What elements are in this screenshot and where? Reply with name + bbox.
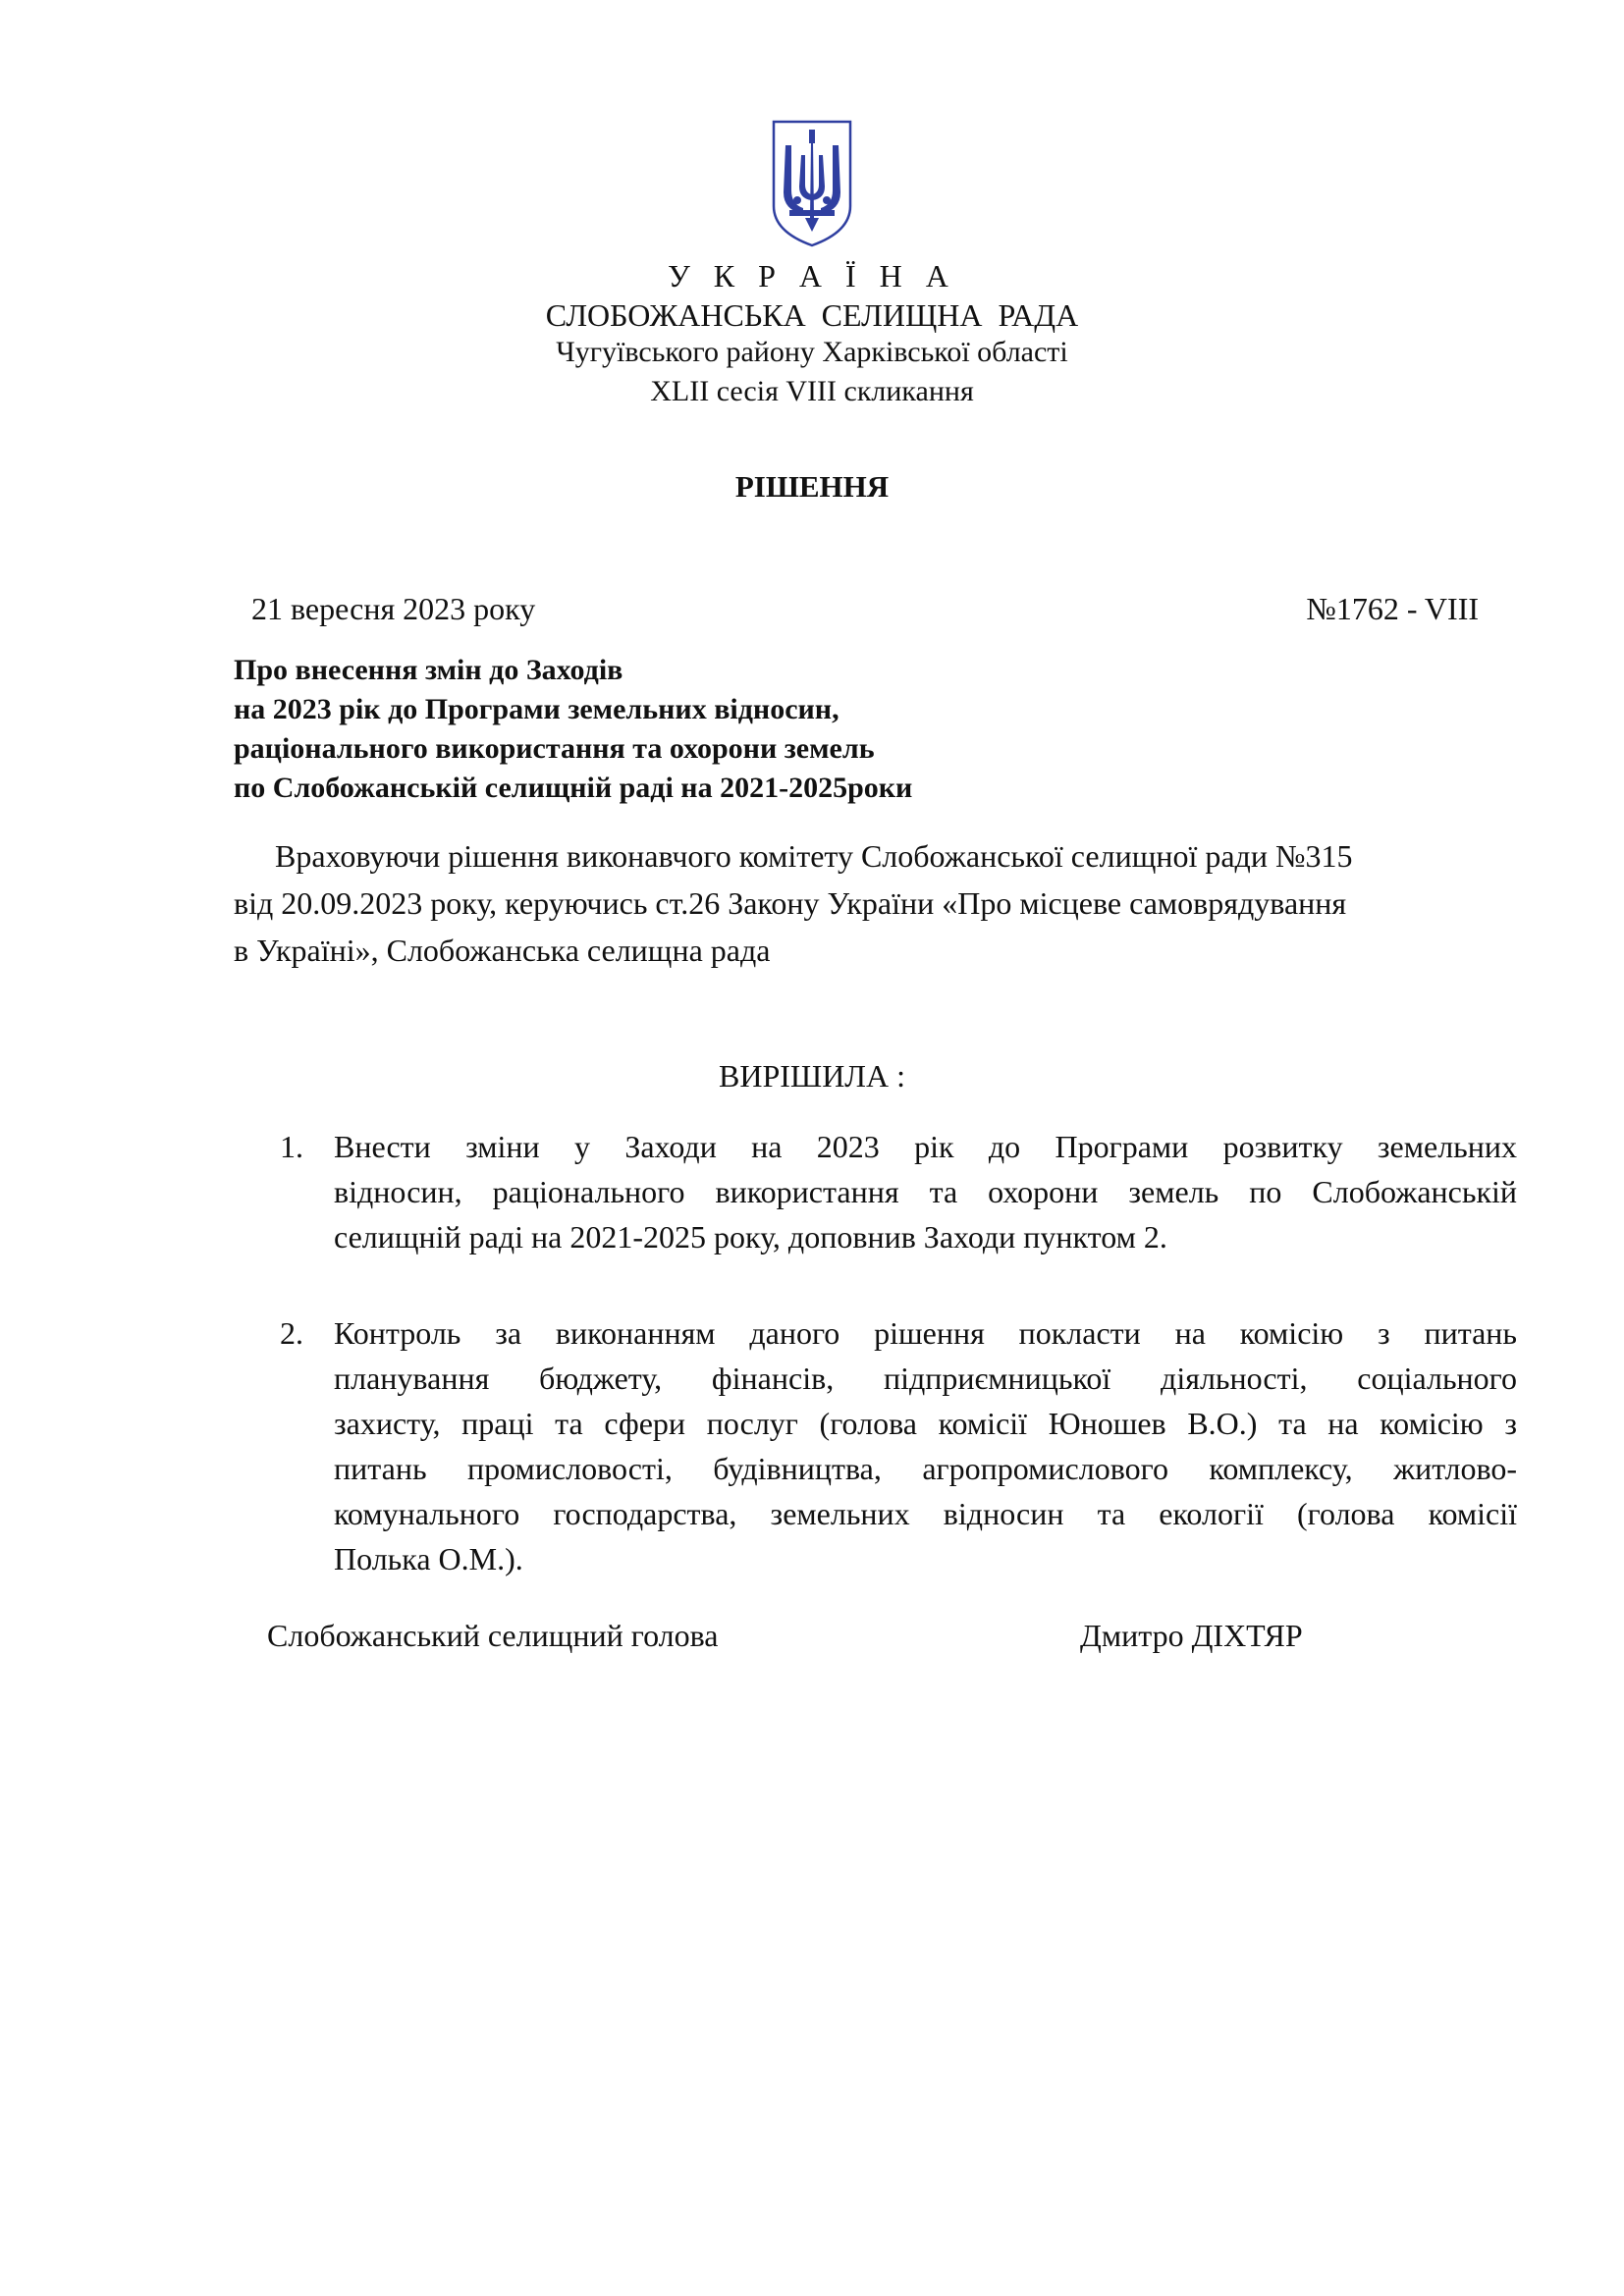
district-name: Чугуївського району Харківської області (556, 336, 1068, 368)
preamble-line: від 20.09.2023 року, керуючись ст.26 Закону України «Про місцеве самоврядування (234, 885, 1347, 921)
resolved-heading: ВИРІШИЛА : (719, 1058, 905, 1094)
coat-of-arms-icon (768, 116, 856, 249)
decision-date: 21 вересня 2023 року (251, 591, 536, 626)
session-name: XLII сесія VIII скликання (650, 375, 974, 407)
signatory-name: Дмитро ДІХТЯР (1080, 1618, 1303, 1653)
decision-item (280, 1124, 1517, 1259)
item-line: комунального господарства, земельних відносин та екології (голова комісії (334, 1496, 1517, 1531)
subject-line: на 2023 рік до Програми земельних відносин, (234, 693, 839, 725)
item-number: 1. (280, 1129, 303, 1164)
signatory-position: Слобожанський селищний голова (267, 1618, 719, 1653)
item-line: відносин, раціонального використання та охорони земель по Слобожанській (334, 1174, 1517, 1209)
item-line: захисту, праці та сфери послуг (голова комісії Юношев В.О.) та на комісію з (334, 1406, 1517, 1441)
preamble-line: в Україні», Слобожанська селищна рада (234, 933, 771, 968)
country-name: У К Р А Ї Н А (668, 258, 956, 294)
subject-line: раціонального використання та охорони земель (234, 732, 875, 765)
decision-subject (234, 651, 912, 808)
item-body (334, 1124, 1517, 1259)
decision-number: №1762 - VIII (1306, 591, 1479, 626)
subject-line: Про внесення змін до Заходів (234, 654, 623, 686)
document-type: РІШЕННЯ (734, 469, 890, 504)
item-line: Внести зміни у Заходи на 2023 рік до Програми розвитку земельних (334, 1129, 1517, 1164)
item-line: питань промисловості, будівництва, агропромислового комплексу, житлово- (334, 1451, 1517, 1486)
item-line: Контроль за виконанням даного рішення покласти на комісію з питань (334, 1315, 1517, 1351)
item-line: селищній раді на 2021-2025 року, доповнив Заходи пунктом 2. (334, 1219, 1167, 1255)
preamble-paragraph (234, 832, 1510, 974)
item-body (334, 1310, 1517, 1581)
subject-line: по Слобожанській селищній раді на 2021-2025роки (234, 772, 913, 804)
preamble-line: Враховуючи рішення виконавчого комітету Слобожанської селищної ради №315 (275, 838, 1353, 874)
decision-item (280, 1310, 1517, 1581)
item-line: Полька О.М.). (334, 1541, 523, 1576)
council-name: СЛОБОЖАНСЬКА СЕЛИЩНА РАДА (545, 297, 1079, 333)
item-line: планування бюджету, фінансів, підприємницької діяльності, соціального (334, 1361, 1517, 1396)
item-number: 2. (280, 1315, 303, 1351)
